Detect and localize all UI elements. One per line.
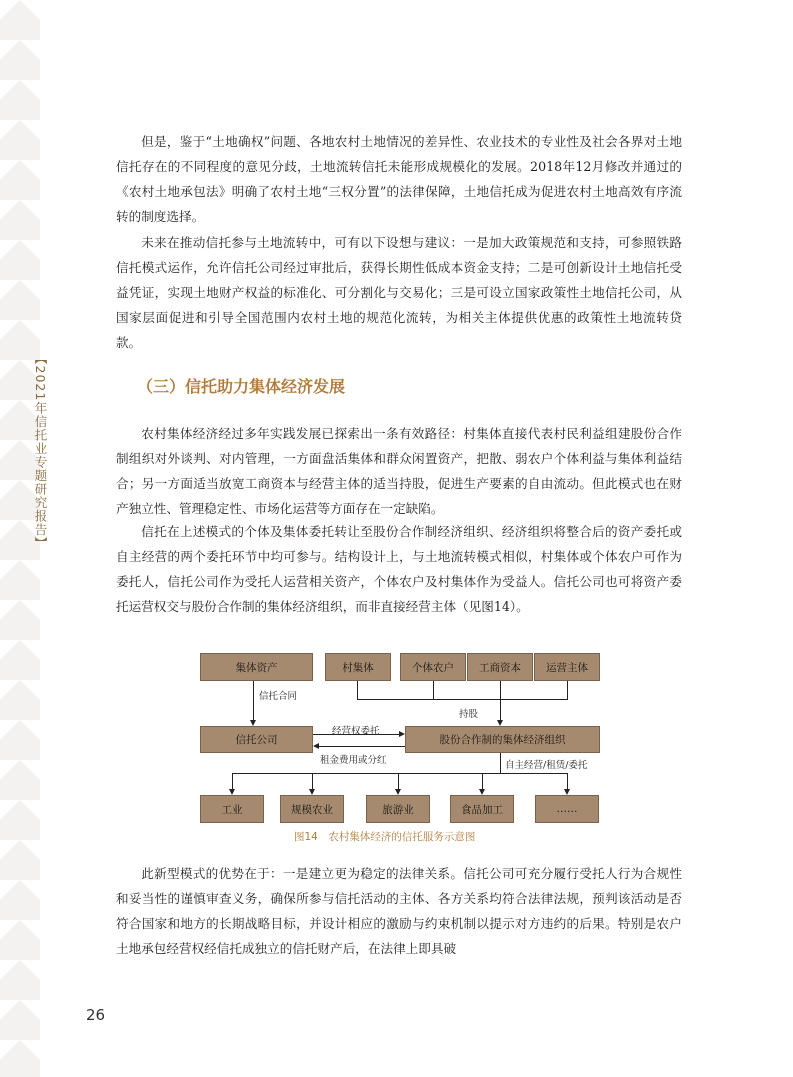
diagram-arrow bbox=[313, 743, 319, 749]
diagram-box-individual-farmers: 个体农户 bbox=[400, 653, 466, 681]
paragraph-land-trust-status: 但是，鉴于“土地确权”问题、各地农村土地情况的差异性、农业技术的专业性及社会各界对土地信托存在的不同程度的意见分歧，土地流转信托未能形成规模化的发展。2018年12月修改并通过的《农村土地承包法》明确了农村土地“三权分置”的法律保障，土地信托成为促进农村土地高效有序流转的制度选择。 bbox=[116, 134, 682, 224]
paragraph-trust-participation: 信托在上述模式的个体及集体委托转让至股份合作制经济组织、经济组织将整合后的资产委托或自主经营的两个委托环节中均可参与。结构设计上，与土地流转模式相似，村集体或个体农户可作为委托人，信托公司作为受托人运营相关资产，个体农户及村集体作为受益人。信托公司也可将资产委托运营权交与股份合作制的集体经济组织，而非直接经营主体（见图14）。 bbox=[116, 524, 682, 614]
diagram-label-self-operate: 自主经营/租赁/委托 bbox=[505, 760, 588, 771]
diagram-line bbox=[433, 681, 434, 699]
diagram-box-collective-assets: 集体资产 bbox=[200, 653, 313, 681]
diagram-line bbox=[253, 681, 254, 722]
diagram-label-shareholding: 持股 bbox=[459, 709, 479, 720]
diagram-box-village-collective: 村集体 bbox=[325, 653, 391, 681]
diagram-label-operation-rights: 经营权委托 bbox=[332, 726, 380, 737]
diagram-line bbox=[482, 773, 483, 790]
diagram-line bbox=[567, 681, 568, 699]
section-heading: （三）信托助力集体经济发展 bbox=[137, 377, 346, 396]
diagram-line bbox=[232, 773, 233, 790]
figure-caption: 图14 农村集体经济的信托服务示意图 bbox=[294, 831, 476, 843]
diagram-box-coop-organization: 股份合作制的集体经济组织 bbox=[405, 726, 600, 753]
diagram-box-trust-company: 信托公司 bbox=[200, 726, 313, 753]
diagram-box-industry: 工业 bbox=[200, 795, 264, 823]
diagram-line bbox=[357, 699, 568, 700]
diagram-box-operating-entity: 运营主体 bbox=[534, 653, 600, 681]
trust-service-diagram bbox=[195, 648, 605, 828]
diagram-label-trust-contract: 信托合同 bbox=[259, 691, 298, 702]
diagram-box-ellipsis: …… bbox=[535, 795, 599, 823]
diagram-line bbox=[312, 773, 313, 790]
paragraph-advantages: 此新型模式的优势在于：一是建立更为稳定的法律关系。信托公司可充分履行受托人行为合规性和妥当性的谨慎审查义务，确保所参与信托活动的主体、各方关系均符合法律法规，预判该活动是否符合国家和地方的长期战略目标，并设计相应的激励与约束机制以提示对方违约的后果。特别是农户土地承包经营权经信托成独立的信托财产后，在法律上即具破 bbox=[116, 866, 682, 956]
diagram-line bbox=[500, 753, 501, 773]
diagram-arrow bbox=[399, 731, 405, 737]
diagram-box-food-processing: 食品加工 bbox=[450, 795, 514, 823]
diagram-line bbox=[567, 773, 568, 790]
diagram-box-scale-agriculture: 规模农业 bbox=[280, 795, 344, 823]
diagram-line bbox=[357, 681, 358, 699]
diagram-line bbox=[500, 681, 501, 699]
diagram-line bbox=[319, 746, 405, 747]
paragraph-suggestions: 未来在推动信托参与土地流转中，可有以下设想与建议：一是加大政策规范和支持，可参照铁路信托模式运作，允许信托公司经过审批后，获得长期性低成本资金支持；二是可创新设计土地信托受益凭证，实现土地财产权益的标准化、可分割化与交易化；三是可设立国家政策性土地信托公司，从国家层面促进和引导全国范围内农村土地的规范化流转，为相关主体提供优惠的政策性土地流转贷款。 bbox=[116, 235, 682, 350]
report-side-title: 【2021年信托业专题研究报告】 bbox=[33, 352, 48, 550]
diagram-box-industrial-capital: 工商资本 bbox=[467, 653, 533, 681]
paragraph-collective-economy: 农村集体经济经过多年实践发展已探索出一条有效路径：村集体直接代表村民利益组建股份合作制组织对外谈判、对内管理，一方面盘活集体和群众闲置资产，把散、弱农户个体利益与集体利益结合；另一方面适当放宽工商资本与经营主体的适当持股，促进生产要素的自由流动。但此模式也在财产独立性、管理稳定性、市场化运营等方面存在一定缺陷。 bbox=[116, 426, 682, 516]
diagram-box-tourism: 旅游业 bbox=[366, 795, 430, 823]
diagram-line bbox=[500, 699, 501, 722]
page-number: 26 bbox=[86, 1006, 106, 1024]
diagram-line bbox=[232, 773, 568, 774]
diagram-label-rent: 租金费用或分红 bbox=[320, 755, 387, 766]
diagram-line bbox=[398, 773, 399, 790]
